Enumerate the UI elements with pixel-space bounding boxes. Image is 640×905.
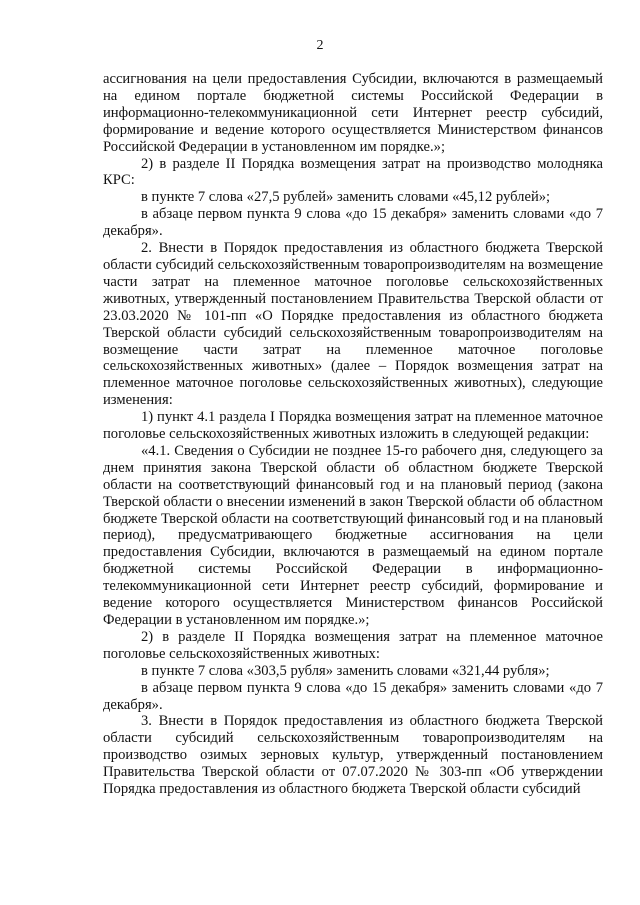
paragraph-7: «4.1. Сведения о Субсидии не позднее 15-го рабочего дня, следующего за днем принятия закона Тверской области об областном бюджете Тверской области на соответствующий финансовый год и на плановый период (закона Тверской области о внесении изменений в закон Тверской области об областном бюджете Тверской области на соответствующий финансовый год и на плановый период), предусматривающего бюджетные ассигнования на цели предоставления Субсидии, включаются в размещаемый на едином портале бюджетной системы Российской Федерации в информационно-телекоммуникационной сети Интернет реестр субсидий, формирование и ведение которого осуществляется Министерством финансов Российской Федерации в установленном им порядке.»;	[103, 442, 603, 628]
paragraph-4: в абзаце первом пункта 9 слова «до 15 декабря» заменить словами «до 7 декабря».	[103, 206, 603, 240]
document-body	[103, 71, 603, 798]
paragraph-11: 3. Внести в Порядок предоставления из областного бюджета Тверской области субсидий сельскохозяйственным товаропроизводителям на производство озимых зерновых культур, утвержденный постановлением Правительства Тверской области от 07.07.2020 № 303-пп «Об утверждении Порядка предоставления из областного бюджета Тверской области субсидий	[103, 713, 603, 798]
paragraph-10: в абзаце первом пункта 9 слова «до 15 декабря» заменить словами «до 7 декабря».	[103, 679, 603, 713]
paragraph-5: 2. Внести в Порядок предоставления из областного бюджета Тверской области субсидий сельскохозяйственным товаропроизводителям на возмещение части затрат на племенное маточное поголовье сельскохозяйственных животных, утвержденный постановлением Правительства Тверской области от 23.03.2020 № 101-пп «О Порядке предоставления из областного бюджета Тверской области субсидий сельскохозяйственным товаропроизводителям на возмещение части затрат на племенное маточное поголовье сельскохозяйственных животных» (далее – Порядок возмещения затрат на племенное маточное поголовье сельскохозяйственных животных), следующие изменения:	[103, 240, 603, 409]
paragraph-3: в пункте 7 слова «27,5 рублей» заменить словами «45,12 рублей»;	[141, 189, 551, 206]
paragraph-6: 1) пункт 4.1 раздела I Порядка возмещения затрат на племенное маточное поголовье сельскохозяйственных животных изложить в следующей редакции:	[103, 409, 603, 443]
paragraph-1: ассигнования на цели предоставления Субсидии, включаются в размещаемый на едином портале бюджетной системы Российской Федерации в информационно-телекоммуникационной сети Интернет реестр субсидий, формирование и ведение которого осуществляется Министерством финансов Российской Федерации в установленном им порядке.»;	[103, 71, 603, 155]
paragraph-8: 2) в разделе II Порядка возмещения затрат на племенное маточное поголовье сельскохозяйственных животных:	[103, 628, 603, 662]
page-number: 2	[316, 38, 324, 53]
paragraph-9: в пункте 7 слова «303,5 рубля» заменить словами «321,44 рубля»;	[141, 662, 550, 679]
paragraph-2: 2) в разделе II Порядка возмещения затрат на производство молодняка КРС:	[103, 155, 603, 189]
